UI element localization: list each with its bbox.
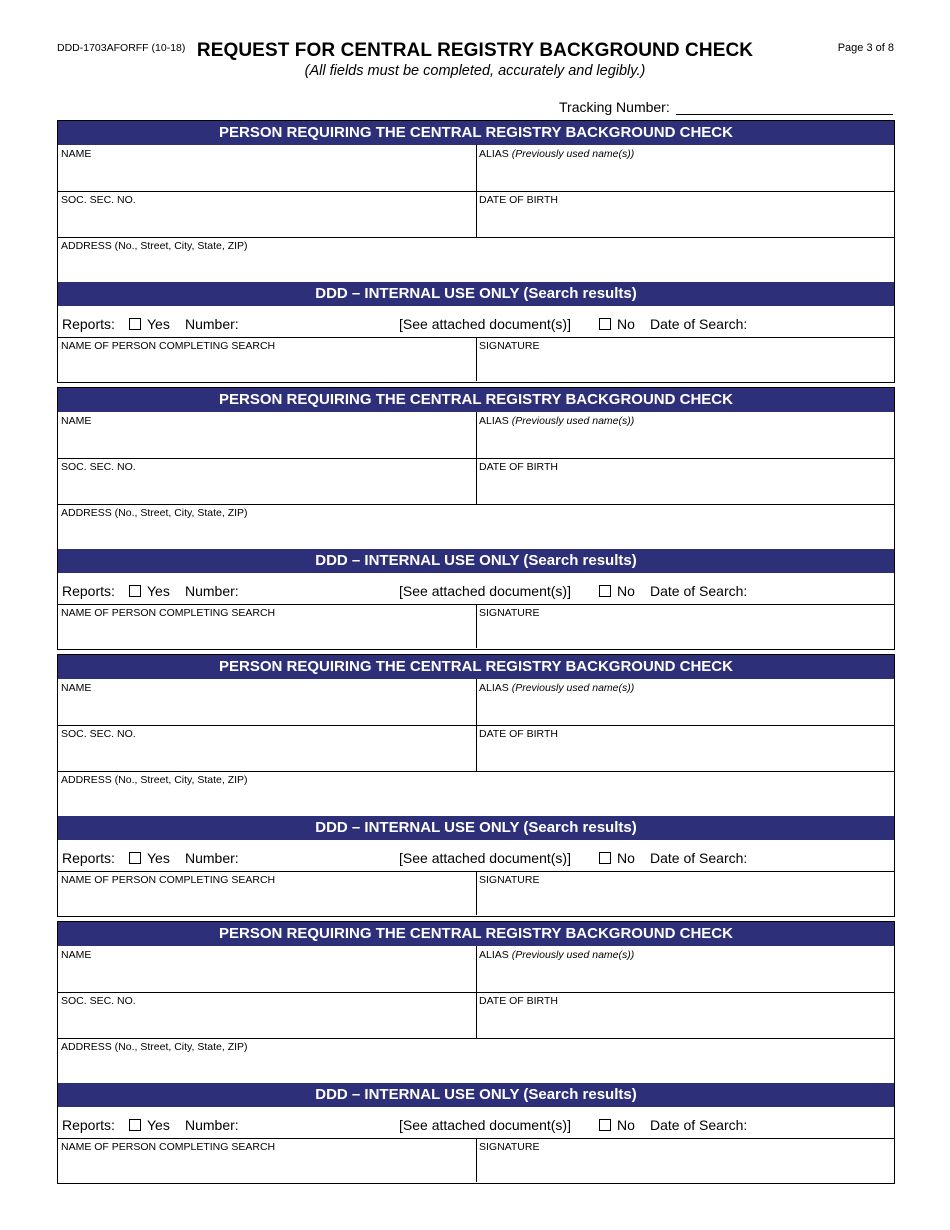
completer-name-field[interactable] <box>58 1138 476 1182</box>
yes-checkbox[interactable] <box>129 852 141 864</box>
internal-use-header: DDD – INTERNAL USE ONLY (Search results) <box>58 816 894 840</box>
internal-use-header: DDD – INTERNAL USE ONLY (Search results) <box>58 282 894 306</box>
dob-label: DATE OF BIRTH <box>479 461 558 473</box>
ssn-label: SOC. SEC. NO. <box>61 461 136 473</box>
name-label: NAME <box>61 148 92 160</box>
yes-checkbox[interactable] <box>129 318 141 330</box>
dob-field[interactable] <box>476 992 893 1038</box>
reports-yes-option[interactable] <box>129 583 170 599</box>
see-attached-label: [See attached document(s)] <box>399 1117 571 1133</box>
reports-yes-option[interactable] <box>129 1117 170 1133</box>
alias-label-note: (Previously used name(s)) <box>511 949 635 961</box>
name-label: NAME <box>61 682 92 694</box>
address-label: ADDRESS (No., Street, City, State, ZIP) <box>61 774 248 786</box>
address-field[interactable] <box>58 237 893 282</box>
completer-name-label: NAME OF PERSON COMPLETING SEARCH <box>61 340 276 352</box>
signature-field[interactable] <box>476 337 893 381</box>
dob-field[interactable] <box>476 725 893 771</box>
address-label: ADDRESS (No., Street, City, State, ZIP) <box>61 1041 248 1053</box>
signature-label: SIGNATURE <box>479 874 540 886</box>
address-label: ADDRESS (No., Street, City, State, ZIP) <box>61 507 248 519</box>
yes-label: Yes <box>147 850 170 866</box>
address-field[interactable] <box>58 771 893 816</box>
divider <box>476 145 477 237</box>
divider <box>476 679 477 771</box>
tracking-number-input[interactable] <box>676 98 893 115</box>
form-code: DDD-1703AFORFF (10-18) <box>57 42 186 54</box>
address-label: ADDRESS (No., Street, City, State, ZIP) <box>61 240 248 252</box>
signature-field[interactable] <box>476 604 893 648</box>
alias-field[interactable] <box>476 946 893 992</box>
name-label: NAME <box>61 949 92 961</box>
reports-no-option[interactable] <box>599 850 635 866</box>
completer-name-label: NAME OF PERSON COMPLETING SEARCH <box>61 1141 276 1153</box>
date-of-search-label: Date of Search: <box>650 1117 748 1133</box>
no-label: No <box>617 1117 635 1133</box>
page-title: REQUEST FOR CENTRAL REGISTRY BACKGROUND CHECK <box>196 40 754 61</box>
date-of-search-label: Date of Search: <box>650 316 748 332</box>
date-of-search-label: Date of Search: <box>650 583 748 599</box>
alias-label-note: (Previously used name(s)) <box>511 682 635 694</box>
reports-row <box>58 306 894 337</box>
alias-field[interactable] <box>476 145 893 191</box>
see-attached-label: [See attached document(s)] <box>399 850 571 866</box>
alias-field[interactable] <box>476 679 893 725</box>
ssn-field[interactable] <box>58 458 476 504</box>
internal-use-header: DDD – INTERNAL USE ONLY (Search results) <box>58 1083 894 1107</box>
ssn-field[interactable] <box>58 191 476 237</box>
divider <box>476 946 477 1038</box>
see-attached-label: [See attached document(s)] <box>399 583 571 599</box>
name-field[interactable] <box>58 679 476 725</box>
see-attached-label: [See attached document(s)] <box>399 316 571 332</box>
no-label: No <box>617 316 635 332</box>
number-label: Number: <box>185 583 239 599</box>
name-field[interactable] <box>58 412 476 458</box>
alias-label: ALIAS <box>479 682 509 694</box>
no-label: No <box>617 583 635 599</box>
name-field[interactable] <box>58 946 476 992</box>
name-label: NAME <box>61 415 92 427</box>
page-subtitle: (All fields must be completed, accurately and legibly.) <box>304 63 646 79</box>
dob-label: DATE OF BIRTH <box>479 995 558 1007</box>
number-label: Number: <box>185 1117 239 1133</box>
date-of-search-label: Date of Search: <box>650 850 748 866</box>
no-label: No <box>617 850 635 866</box>
ssn-label: SOC. SEC. NO. <box>61 995 136 1007</box>
no-checkbox[interactable] <box>599 852 611 864</box>
no-checkbox[interactable] <box>599 1119 611 1131</box>
dob-field[interactable] <box>476 458 893 504</box>
no-checkbox[interactable] <box>599 585 611 597</box>
reports-label: Reports: <box>62 850 115 866</box>
reports-row <box>58 1107 894 1138</box>
completer-name-label: NAME OF PERSON COMPLETING SEARCH <box>61 607 276 619</box>
yes-label: Yes <box>147 583 170 599</box>
reports-no-option[interactable] <box>599 1117 635 1133</box>
reports-no-option[interactable] <box>599 583 635 599</box>
number-label: Number: <box>185 316 239 332</box>
dob-label: DATE OF BIRTH <box>479 728 558 740</box>
ssn-label: SOC. SEC. NO. <box>61 728 136 740</box>
tracking-number <box>559 98 893 115</box>
alias-label: ALIAS <box>479 949 509 961</box>
person-section-header: PERSON REQUIRING THE CENTRAL REGISTRY BACKGROUND CHECK <box>58 655 894 679</box>
reports-label: Reports: <box>62 1117 115 1133</box>
completer-name-label: NAME OF PERSON COMPLETING SEARCH <box>61 874 276 886</box>
signature-label: SIGNATURE <box>479 1141 540 1153</box>
request-block <box>57 921 895 1184</box>
signature-label: SIGNATURE <box>479 340 540 352</box>
completer-name-field[interactable] <box>58 604 476 648</box>
divider <box>476 412 477 504</box>
person-section-header: PERSON REQUIRING THE CENTRAL REGISTRY BACKGROUND CHECK <box>58 388 894 412</box>
number-label: Number: <box>185 850 239 866</box>
alias-label-note: (Previously used name(s)) <box>511 148 635 160</box>
request-block <box>57 654 895 917</box>
signature-label: SIGNATURE <box>479 607 540 619</box>
request-block <box>57 387 895 650</box>
reports-yes-option[interactable] <box>129 316 170 332</box>
reports-yes-option[interactable] <box>129 850 170 866</box>
ssn-field[interactable] <box>58 992 476 1038</box>
reports-label: Reports: <box>62 316 115 332</box>
tracking-number-label: Tracking Number: <box>559 99 670 115</box>
signature-field[interactable] <box>476 1138 893 1182</box>
alias-field[interactable] <box>476 412 893 458</box>
address-field[interactable] <box>58 1038 893 1083</box>
yes-label: Yes <box>147 316 170 332</box>
completer-name-field[interactable] <box>58 871 476 915</box>
address-field[interactable] <box>58 504 893 549</box>
dob-label: DATE OF BIRTH <box>479 194 558 206</box>
yes-checkbox[interactable] <box>129 585 141 597</box>
name-field[interactable] <box>58 145 476 191</box>
alias-label-note: (Previously used name(s)) <box>511 415 635 427</box>
reports-label: Reports: <box>62 583 115 599</box>
yes-label: Yes <box>147 1117 170 1133</box>
alias-label: ALIAS <box>479 148 509 160</box>
request-block <box>57 120 895 383</box>
reports-row <box>58 573 894 604</box>
person-section-header: PERSON REQUIRING THE CENTRAL REGISTRY BACKGROUND CHECK <box>58 922 894 946</box>
reports-row <box>58 840 894 871</box>
ssn-label: SOC. SEC. NO. <box>61 194 136 206</box>
internal-use-header: DDD – INTERNAL USE ONLY (Search results) <box>58 549 894 573</box>
completer-name-field[interactable] <box>58 337 476 381</box>
signature-field[interactable] <box>476 871 893 915</box>
no-checkbox[interactable] <box>599 318 611 330</box>
page-number: Page 3 of 8 <box>837 42 894 54</box>
person-section-header: PERSON REQUIRING THE CENTRAL REGISTRY BACKGROUND CHECK <box>58 121 894 145</box>
reports-no-option[interactable] <box>599 316 635 332</box>
yes-checkbox[interactable] <box>129 1119 141 1131</box>
ssn-field[interactable] <box>58 725 476 771</box>
alias-label: ALIAS <box>479 415 509 427</box>
dob-field[interactable] <box>476 191 893 237</box>
